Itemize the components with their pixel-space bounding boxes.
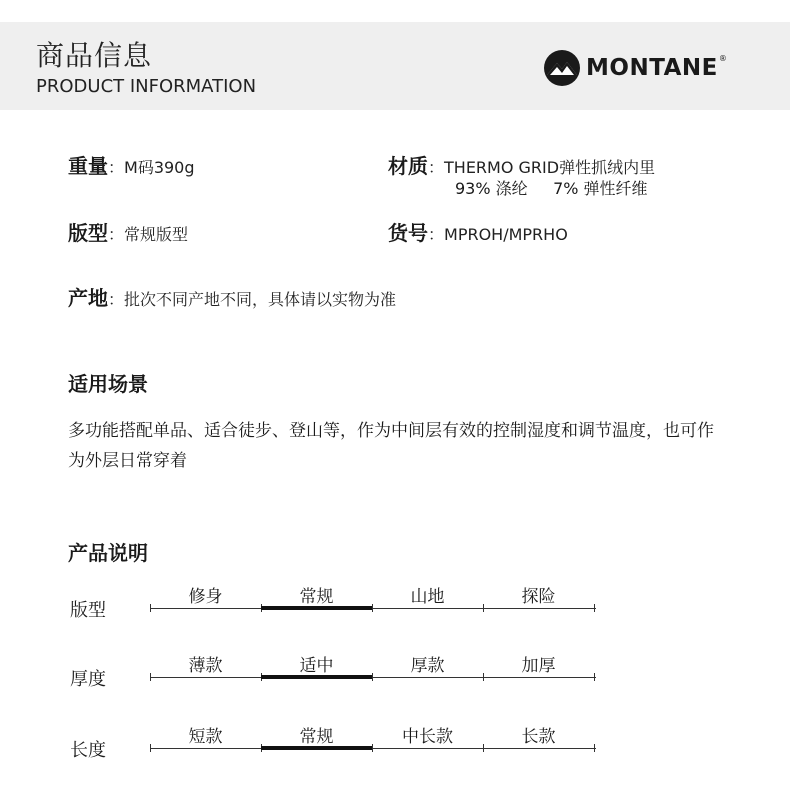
fit-label: 版型	[68, 221, 108, 245]
weight-value: M码390g	[124, 158, 195, 177]
scale-option: 薄款	[188, 656, 223, 676]
scale-tick	[594, 744, 595, 752]
scale-tick	[594, 673, 595, 681]
scale-bar	[150, 582, 596, 612]
usage-title: 适用场景	[68, 372, 148, 396]
page-title: 商品信息	[36, 39, 153, 72]
brand-logo	[544, 50, 727, 86]
sku-field: 货号：MPROH/MPRHO	[388, 221, 568, 245]
scale-option: 短款	[188, 727, 223, 747]
scale-option: 适中	[299, 656, 334, 676]
scale-bar	[150, 651, 596, 681]
material-field: 材质：THERMO GRID弹性抓绒内里	[388, 154, 656, 178]
scale-line	[150, 748, 596, 749]
origin-label: 产地	[68, 286, 108, 310]
scale-line	[150, 677, 596, 678]
usage-description: 多功能搭配单品、适合徒步、登山等，作为中间层有效的控制湿度和调节温度，也可作为外层日常穿着	[68, 421, 714, 471]
material-value-line1: THERMO GRID弹性抓绒内里	[444, 158, 656, 177]
page-subtitle: PRODUCT INFORMATION	[36, 76, 257, 97]
origin-field: 产地：批次不同产地不同，具体请以实物为准	[68, 286, 397, 310]
fit-value: 常规版型	[124, 225, 189, 244]
spec-title: 产品说明	[68, 541, 148, 565]
mountain-logo-icon	[544, 50, 580, 86]
scale-option: 厚款	[410, 656, 445, 676]
weight-field: 重量：M码390g	[68, 154, 195, 178]
sku-label: 货号	[388, 221, 428, 245]
weight-label: 重量	[68, 154, 108, 178]
scale-label: 厚度	[70, 669, 106, 690]
scale-option: 常规	[299, 727, 334, 747]
scale-option: 加厚	[521, 656, 556, 676]
origin-value: 批次不同产地不同，具体请以实物为准	[124, 290, 397, 309]
material-value-line2: 93% 涤纶 7% 弹性纤维	[455, 179, 648, 198]
scale-line	[150, 608, 596, 609]
scale-tick	[594, 604, 595, 612]
sku-value: MPROH/MPRHO	[444, 225, 568, 244]
scale-option: 修身	[188, 587, 223, 607]
scale-bar	[150, 722, 596, 752]
scale-label: 版型	[70, 600, 106, 621]
brand-name: MONTANE	[586, 55, 718, 81]
scale-option: 常规	[299, 587, 334, 607]
scale-option: 山地	[410, 587, 445, 607]
scale-label: 长度	[70, 740, 106, 761]
scale-option: 长款	[521, 727, 556, 747]
fit-field: 版型：常规版型	[68, 221, 189, 245]
material-label: 材质	[388, 154, 428, 178]
registered-mark: ®	[718, 54, 727, 63]
header-banner	[0, 22, 790, 110]
scale-option: 探险	[521, 587, 556, 607]
scale-option: 中长款	[402, 727, 453, 747]
